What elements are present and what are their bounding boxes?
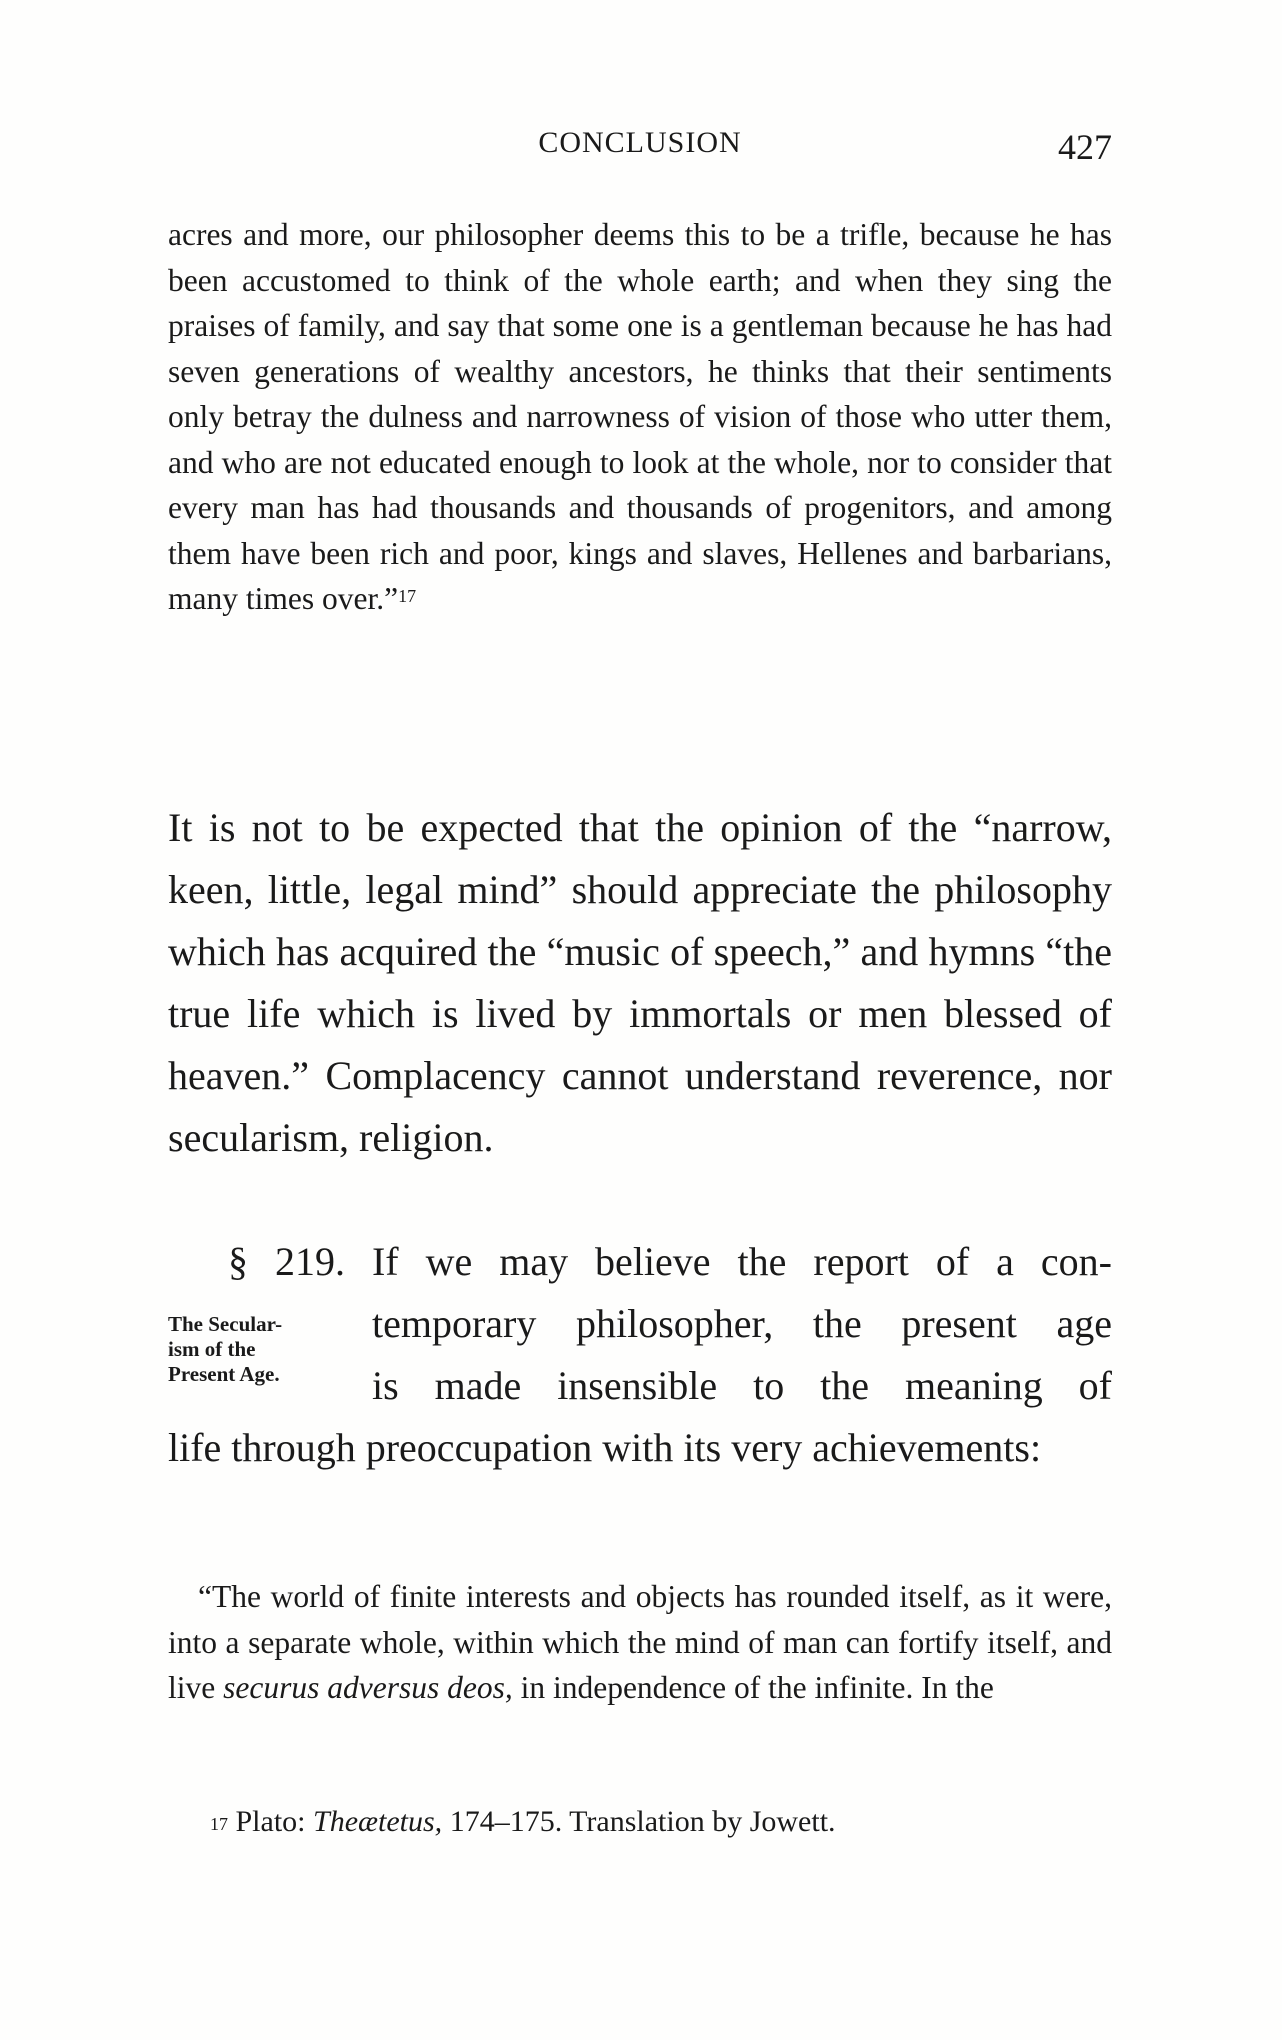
footnote-number: 17 xyxy=(210,1814,228,1834)
section-heading-line: § 219. If we may believe the report of a con- xyxy=(228,1239,1112,1284)
section-line-3: is made insensible to the meaning of xyxy=(372,1363,1112,1408)
block-quote-bottom-text-2: in independence of the infinite. In the xyxy=(520,1670,994,1705)
marginal-note xyxy=(168,1312,368,1387)
footnote-suffix: 174–175. Translation by Jowett. xyxy=(449,1805,836,1838)
body-paragraph: It is not to be expected that the opinion of the “narrow, keen, little, legal mind” should appreciate the philosophy which has acquired the “music of speech,” and hymns “the true life which is lived by immortals or men blessed of heaven.” Complacency cannot understand reverence, nor secularism, religion. xyxy=(168,805,1112,1160)
marginal-note-line: ism of the xyxy=(168,1337,256,1361)
page-number: 427 xyxy=(1058,127,1112,167)
footnote-reference: 17 xyxy=(398,586,417,606)
marginal-note-line: Present Age. xyxy=(168,1362,280,1386)
section-paragraph-rest: life through preoccupation with its very achievements: xyxy=(168,1425,1042,1470)
section-line-2: temporary philosopher, the present age xyxy=(372,1301,1112,1346)
footnote xyxy=(210,1802,836,1842)
block-quote-bottom xyxy=(168,1574,1112,1711)
running-title: CONCLUSION xyxy=(538,126,742,159)
footnote-prefix: Plato: xyxy=(235,1805,306,1838)
footnote-title: Theætetus, xyxy=(313,1805,443,1838)
marginal-note-line: The Secular- xyxy=(168,1312,283,1336)
section-side-lines xyxy=(372,1293,1112,1417)
block-quote-bottom-text-1: “The world of finite interests and objects has rounded itself, as it were, into a separate whole, within which the mind of man can fortify itself, and live xyxy=(168,1579,1112,1705)
block-quote-top xyxy=(168,212,1112,622)
latin-phrase: securus adversus deos, xyxy=(223,1670,513,1705)
block-quote-top-text: acres and more, our philosopher deems this to be a trifle, because he has been accustomed to think of the whole earth; and when they sing the praises of family, and say that some one is a gentleman because he has had seven generations of wealthy ancestors, he thinks that their sentiments only betray the dulness and narrowness of vision of those who utter them, and who are not educated enough to look at the whole, nor to consider that every man has had thousands and thousands of progenitors, and among them have been rich and poor, kings and slaves, Hellenes and barbarians, many times over.” xyxy=(168,217,1112,616)
running-head xyxy=(168,126,1112,170)
